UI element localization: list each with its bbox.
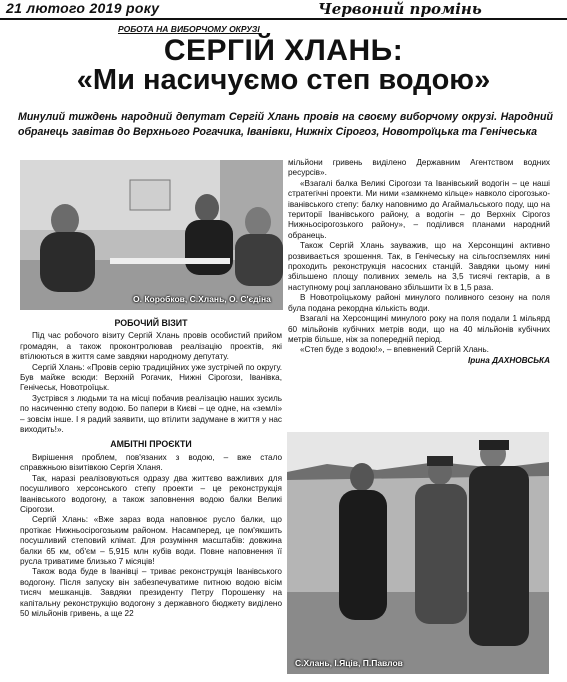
- paragraph: Під час робочого візиту Сергій Хлань провів особистий прийом громадян, а також проконтролював реалізацію проєктів, які втілюються в життя саме завдяки народному депутату.: [20, 331, 282, 362]
- paragraph: Зустрівся з людьми та на місці побачив реалізацію наших зусиль по насиченню степу водою. Бо папери в Києві – це одне, на «землі» – зовсім інше. І я радий заявити, що втілити задумане в життя у нас виходить!».: [20, 393, 282, 435]
- paragraph: Сергій Хлань: «Вже зараз вода наповнює русло балки, що протікає Нижньосірогозьким районом. Насамперед, це пом'якшить посушливий степовий клімат. Для розуміння масштабів: довжина балки 65 км, об'єм – 5,915 млн кубів води. Повне наповнення її русла триватиме близько 7 місяців!: [20, 515, 282, 566]
- author-signature: Ірина ДАХНОВСЬКА: [468, 355, 550, 365]
- paragraph: Взагалі на Херсонщині минулого року на поля подали 1 мільярд 60 мільйонів кубічних метрів води, що на 40 мільйонів кубічних метрів більше, ніж за попередній період.: [288, 314, 550, 344]
- paragraph: Також Сергій Хлань зауважив, що на Херсонщині активно розвивається зрошення. Так, в Генічеську на сільгоспземлях нині проходить реконструкція насосних станцій. Завдяки цьому нині збільшено площу поливних земель на 3,5 тисячі гектарів, а в наступному році заплановано збільшити їх в 1,5 раза.: [288, 241, 550, 292]
- newspaper-name: Червоний промінь: [318, 0, 482, 18]
- page-header: [0, 0, 567, 20]
- meeting-photo: [20, 160, 283, 310]
- issue-date: 21 лютого 2019 року: [6, 0, 160, 16]
- paragraph: В Новотроїцькому районі минулого поливного сезону на поля була подана рекордна кількість води.: [288, 293, 550, 313]
- left-column: [20, 314, 282, 619]
- paragraph: «Взагалі балка Великі Сірогози та Іванівський водогін – це наші стратегічні проекти. Ми ними «замкнемо кільце» навколо сірогозько-іванівського степу: балку наповнимо до Агаймальського поду, що на території Іванівського району, а водогін – до Верхніх Сірогоз Нижньосірогозького району», – поділився планами народний обранець.: [288, 178, 550, 240]
- headline-line-1: СЕРГІЙ ХЛАНЬ:: [163, 34, 404, 67]
- paragraph: «Степ буде з водою!», – впевнений Сергій Хлань.: [300, 345, 489, 355]
- paragraph: Сергій Хлань: «Провів серію традиційних уже зустрічей по округу. Був майже всюди: Верхній Рогачик, Нижні Сірогози, Іванівка, Генічеськ, Новотроїцьк.: [20, 362, 282, 393]
- paragraph: мільйони гривень виділено Державним Агентством водних ресурсів».: [288, 158, 550, 178]
- section-title-working-visit: РОБОЧИЙ ВІЗИТ: [114, 318, 188, 328]
- meeting-photo-caption: О. Коробков, С.Хлань, О. С'єдіна: [133, 294, 271, 304]
- meeting-photo-image: [20, 160, 283, 310]
- reservoir-photo-caption: С.Хлань, І.Яців, П.Павлов: [295, 658, 403, 668]
- paragraph: Так, наразі реалізовуються одразу два життєво важливих для посушливого херсонського степу проекти – це реконструкція Іванівського водогону, а також заповнення водою балки Великі Сірогози.: [20, 473, 282, 514]
- lead-paragraph: Минулий тиждень народний депутат Сергій Хлань провів на своєму виборчому окрузі. Народний обранець завітав до Верхнього Рогачика, Іванівки, Нижніх Сірогоз, Новотроїцька та Генічеська: [18, 111, 553, 138]
- headline-line-2: «Ми насичуємо степ водою»: [76, 64, 491, 96]
- paragraph: Також вода буде в Іванівці – триває реконструкція Іванівського водогону. Після запуску він забезпечуватиме питною водою вісім тисяч мешканців. Завдяки президенту Петру Порошенку на капітальну реконструкцію водогону з державного бюджету виділено 50 мільйонів гривень, а ще 22: [20, 567, 282, 618]
- reservoir-photo-image: [287, 432, 549, 674]
- paragraph: Вирішення проблем, пов'язаних з водою, – вже стало справжньою візитівкою Сергія Хланя.: [20, 452, 282, 473]
- reservoir-photo: [287, 432, 549, 674]
- right-column: [288, 158, 550, 366]
- rubric-label: РОБОТА НА ВИБОРЧОМУ ОКРУЗІ: [118, 24, 260, 34]
- section-title-ambitious-projects: АМБІТНІ ПРОЄКТИ: [110, 439, 192, 450]
